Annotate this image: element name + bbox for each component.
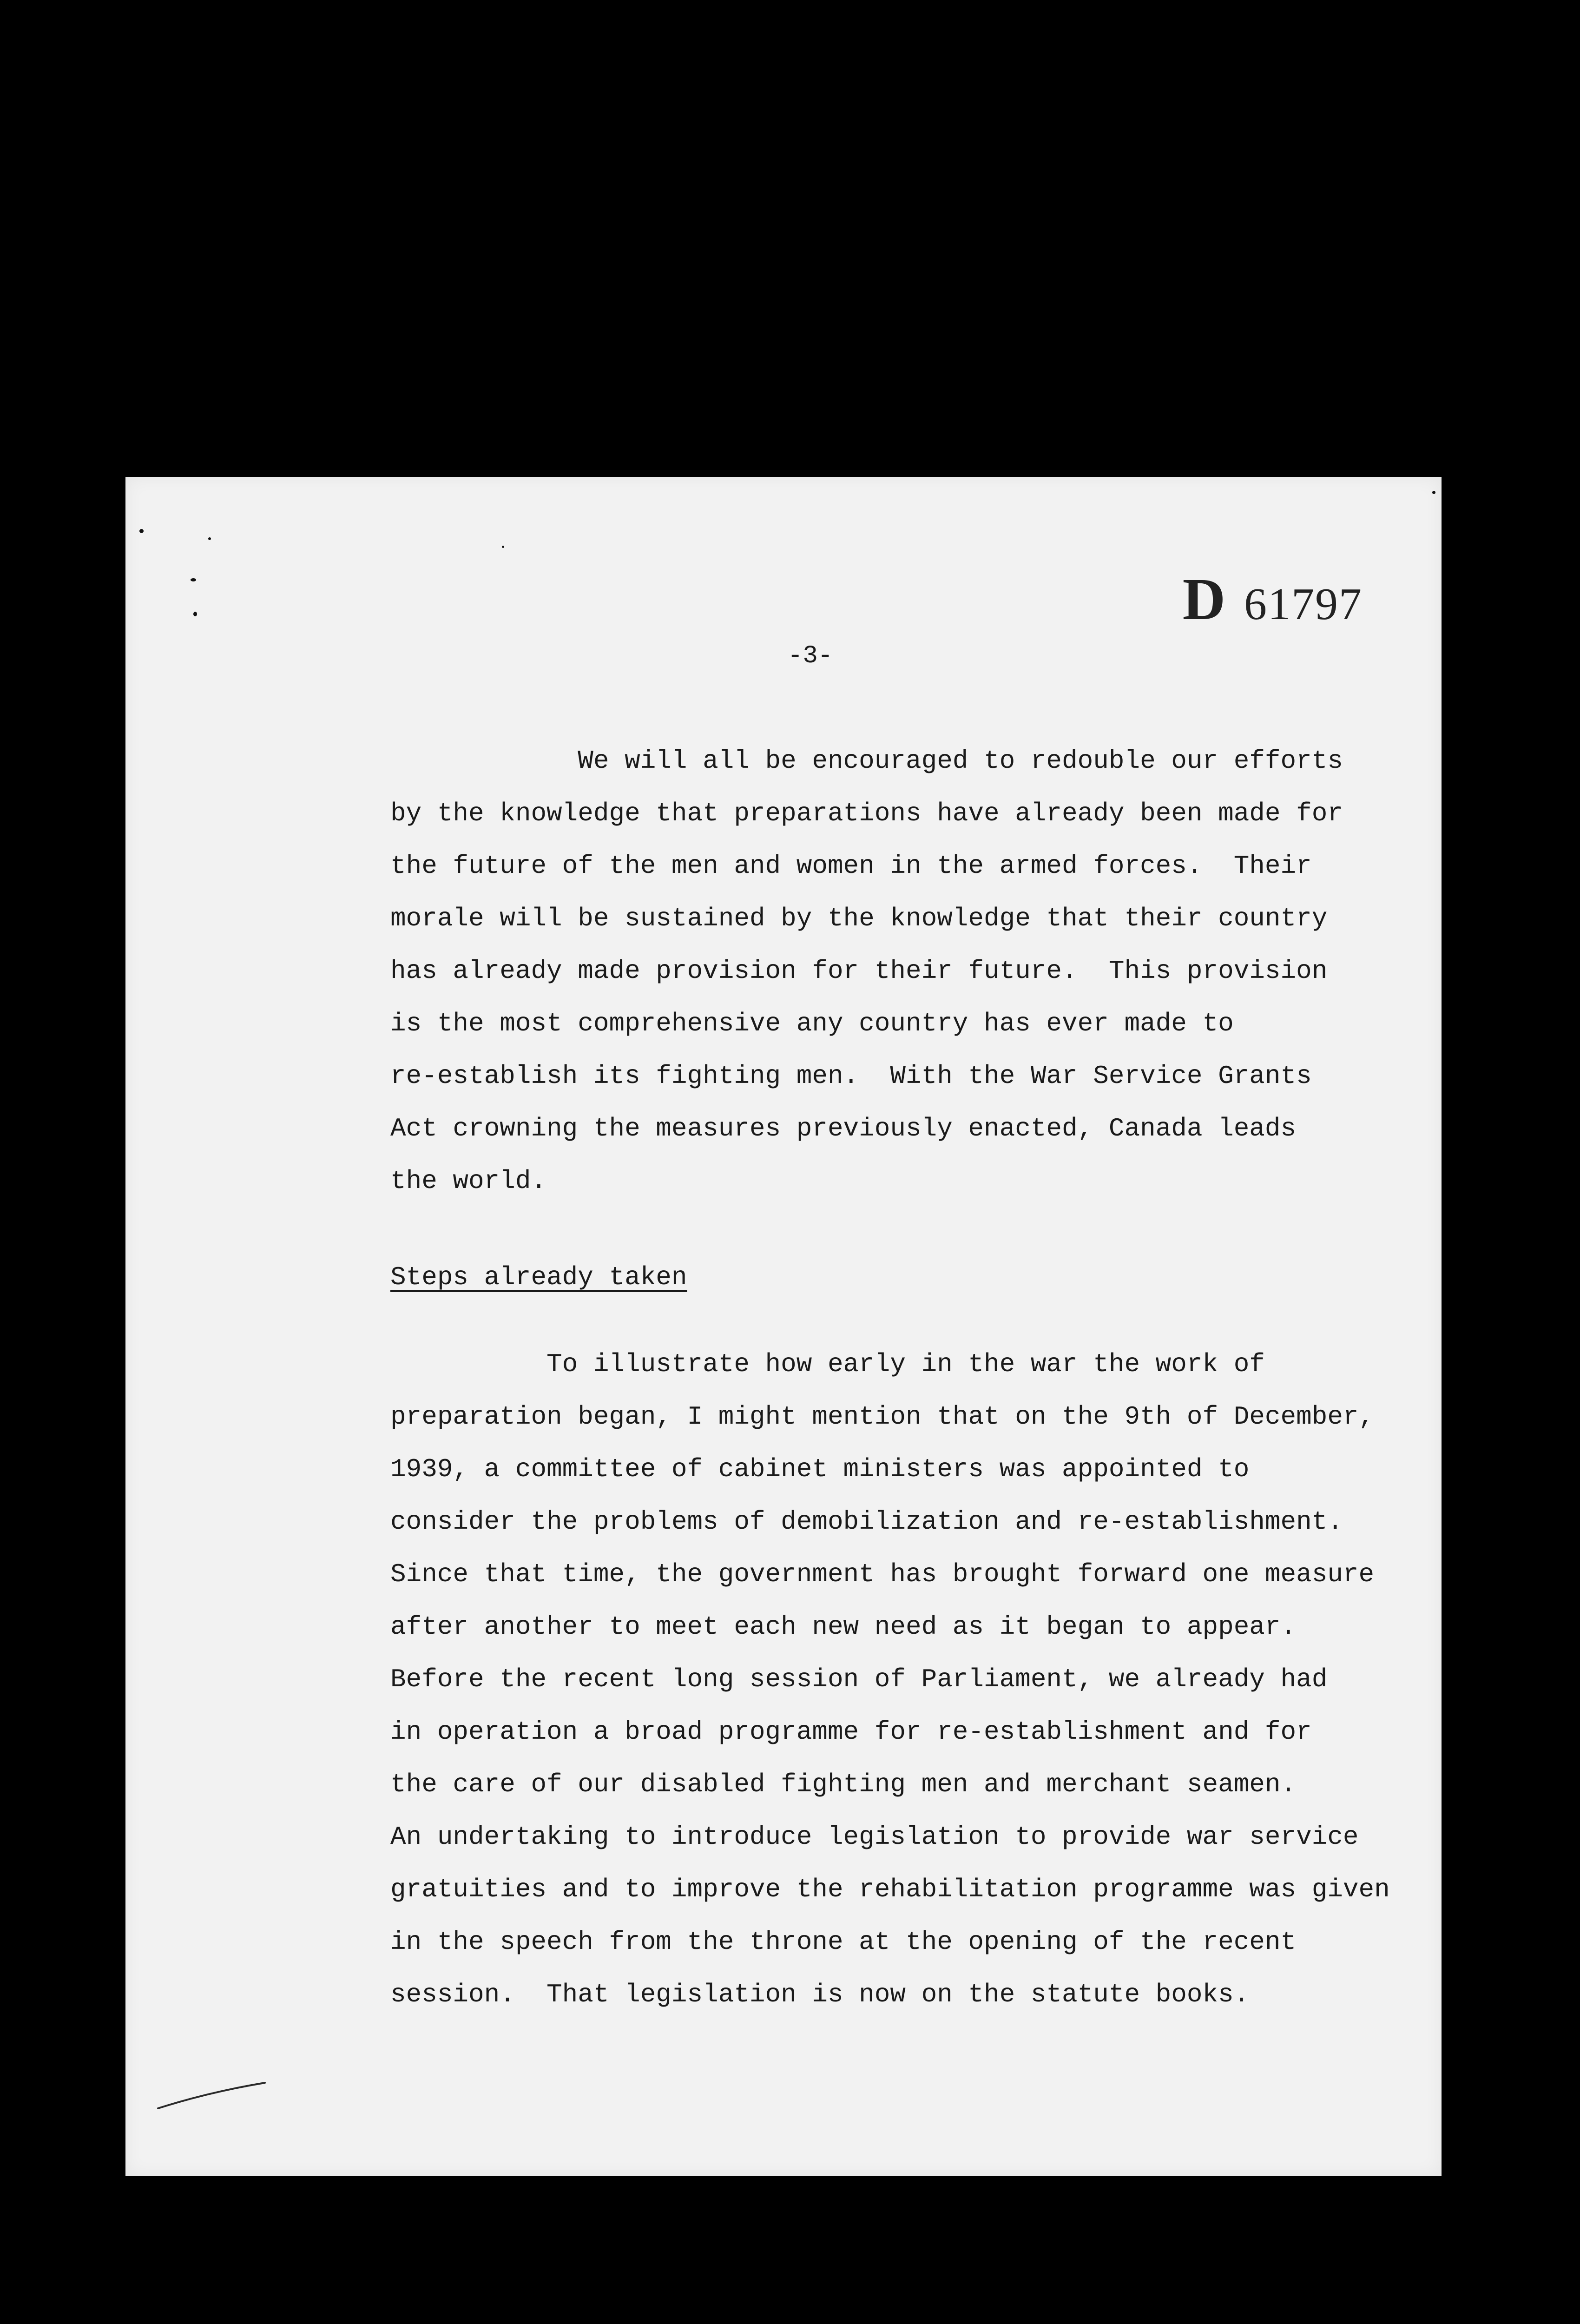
text-line: re-establish its fighting men. With the War Service Grants	[390, 1061, 1312, 1091]
scan-speck	[1432, 491, 1435, 494]
scan-speck	[139, 529, 144, 533]
text-line: the future of the men and women in the armed forces. Their	[390, 851, 1312, 881]
text-line: session. That legislation is now on the statute books.	[390, 1980, 1250, 2009]
text-line: consider the problems of demobilization and re-establishment.	[390, 1507, 1343, 1537]
text-line: has already made provision for their future. This provision	[390, 956, 1328, 986]
text-line: in operation a broad programme for re-establishment and for	[390, 1717, 1312, 1747]
text-line: Before the recent long session of Parliament, we already had	[390, 1664, 1328, 1694]
scan-speck	[208, 537, 211, 540]
text-line: Act crowning the measures previously enacted, Canada leads	[390, 1114, 1297, 1143]
text-line: gratuities and to improve the rehabilitation programme was given	[390, 1875, 1390, 1904]
text-line: is the most comprehensive any country has ever made to	[390, 1009, 1234, 1038]
scan-speck	[502, 546, 504, 548]
text-line: We will all be encouraged to redouble our efforts	[390, 746, 1343, 776]
paragraph-1	[390, 735, 1441, 1208]
text-line: To illustrate how early in the war the work of	[390, 1349, 1265, 1379]
text-line: morale will be sustained by the knowledge that their country	[390, 904, 1328, 933]
paragraph-2	[390, 1338, 1441, 2021]
text-line: An undertaking to introduce legislation to provide war service	[390, 1822, 1359, 1852]
text-line: by the knowledge that preparations have already been made for	[390, 799, 1343, 828]
text-line: preparation began, I might mention that on the 9th of December,	[390, 1402, 1375, 1432]
text-line: the care of our disabled fighting men and merchant seamen.	[390, 1769, 1297, 1799]
pen-mark	[153, 2076, 293, 2113]
text-line: 1939, a committee of cabinet ministers was appointed to	[390, 1454, 1250, 1484]
document-id-number: 61797	[1244, 579, 1363, 629]
text-line: the world.	[390, 1166, 547, 1196]
document-id-stamp	[1183, 565, 1363, 634]
text-line: Since that time, the government has brought forward one measure	[390, 1559, 1375, 1589]
section-heading: Steps already taken	[390, 1262, 687, 1292]
document-page	[125, 477, 1442, 2176]
text-line: after another to meet each new need as it began to appear.	[390, 1612, 1297, 1642]
scan-speck	[191, 578, 196, 581]
text-line: in the speech from the throne at the opening of the recent	[390, 1927, 1297, 1957]
page-number: -3-	[788, 642, 833, 670]
scan-speck	[193, 612, 197, 616]
document-id-letter: D	[1182, 566, 1225, 632]
